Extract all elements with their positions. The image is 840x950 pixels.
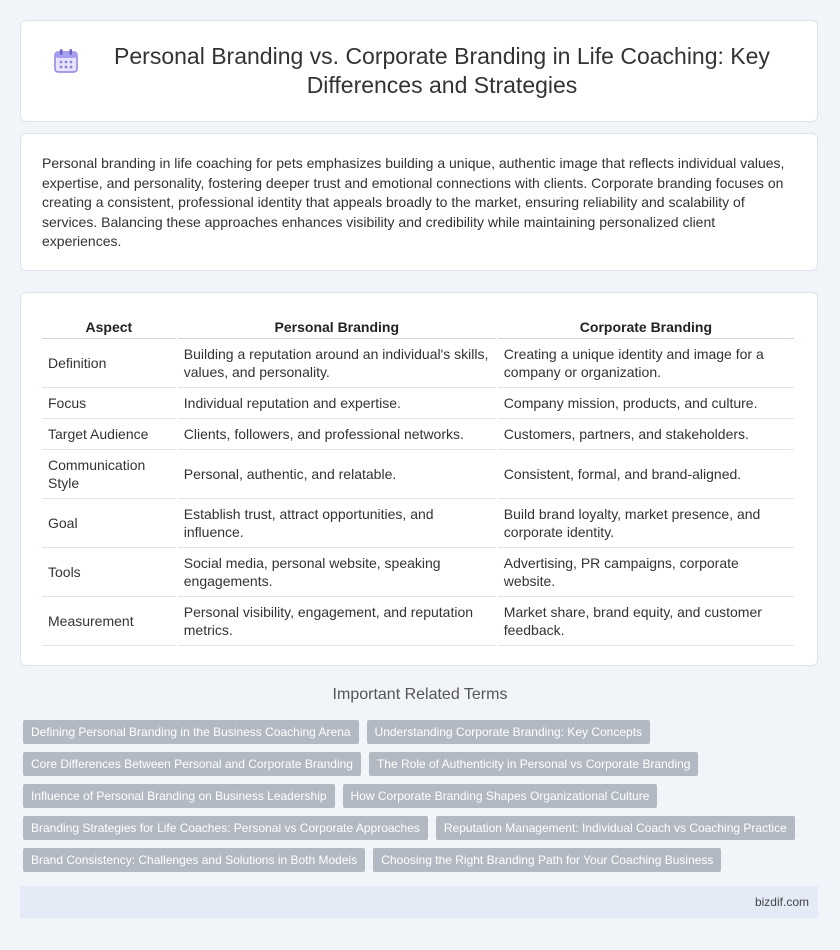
tag-row xyxy=(23,848,813,872)
related-term-tag[interactable]: The Role of Authenticity in Personal vs Corporate Branding xyxy=(369,752,699,776)
related-term-tag[interactable]: Brand Consistency: Challenges and Solutions in Both Models xyxy=(23,848,365,872)
related-terms-heading: Important Related Terms xyxy=(332,686,508,703)
table-row xyxy=(42,597,794,646)
related-term-tag[interactable]: Reputation Management: Individual Coach vs Coaching Practice xyxy=(436,816,795,840)
header-aspect: Aspect xyxy=(42,315,176,339)
tag-row xyxy=(23,816,813,840)
header-corporate-branding: Corporate Branding xyxy=(498,315,794,339)
table-row xyxy=(42,419,794,450)
table-row xyxy=(42,548,794,597)
footer xyxy=(20,886,818,918)
calendar-icon xyxy=(51,46,81,76)
cell-personal: Social media, personal website, speaking engagements. xyxy=(178,548,496,597)
table-row xyxy=(42,499,794,548)
cell-corporate: Market share, brand equity, and customer feedback. xyxy=(498,597,794,646)
intro-card xyxy=(20,133,818,271)
header-personal-branding: Personal Branding xyxy=(178,315,496,339)
cell-personal: Personal visibility, engagement, and reputation metrics. xyxy=(178,597,496,646)
title-block xyxy=(51,42,787,100)
cell-aspect: Measurement xyxy=(42,597,176,646)
cell-personal: Clients, followers, and professional networks. xyxy=(178,419,496,450)
comparison-card xyxy=(20,292,818,666)
cell-corporate: Build brand loyalty, market presence, and corporate identity. xyxy=(498,499,794,548)
cell-corporate: Consistent, formal, and brand-aligned. xyxy=(498,450,794,499)
cell-personal: Personal, authentic, and relatable. xyxy=(178,450,496,499)
comparison-table xyxy=(40,315,796,646)
tag-row xyxy=(23,784,813,808)
cell-aspect: Focus xyxy=(42,388,176,419)
tag-row xyxy=(23,720,813,744)
table-row xyxy=(42,450,794,499)
related-term-tag[interactable]: Influence of Personal Branding on Business Leadership xyxy=(23,784,335,808)
table-row xyxy=(42,339,794,388)
intro-paragraph: Personal branding in life coaching for pets emphasizes building a unique, authentic image that reflects individual values, expertise, and personality, fostering deeper trust and emotional connections with clients. Corporate branding focuses on creating a consistent, professional identity that appeals broadly to the market, ensuring reliability and scalability of services. Balancing these approaches enhances visibility and credibility while maintaining personalized client experiences. xyxy=(42,155,785,249)
related-term-tag[interactable]: Choosing the Right Branding Path for Your Coaching Business xyxy=(373,848,721,872)
related-term-tag[interactable]: Understanding Corporate Branding: Key Concepts xyxy=(367,720,651,744)
footer-site-name[interactable]: bizdif.com xyxy=(754,895,809,909)
tag-row xyxy=(23,752,813,776)
cell-corporate: Company mission, products, and culture. xyxy=(498,388,794,419)
table-header-row xyxy=(42,315,794,339)
cell-aspect: Goal xyxy=(42,499,176,548)
page-title: Personal Branding vs. Corporate Branding in Life Coaching: Key Differences and Strategies xyxy=(114,43,770,98)
related-terms-list xyxy=(23,720,813,880)
cell-aspect: Target Audience xyxy=(42,419,176,450)
cell-aspect: Definition xyxy=(42,339,176,388)
cell-personal: Establish trust, attract opportunities, and influence. xyxy=(178,499,496,548)
cell-corporate: Customers, partners, and stakeholders. xyxy=(498,419,794,450)
related-term-tag[interactable]: How Corporate Branding Shapes Organizational Culture xyxy=(343,784,658,808)
cell-corporate: Creating a unique identity and image for a company or organization. xyxy=(498,339,794,388)
cell-personal: Individual reputation and expertise. xyxy=(178,388,496,419)
title-card xyxy=(20,20,818,122)
related-term-tag[interactable]: Defining Personal Branding in the Business Coaching Arena xyxy=(23,720,359,744)
table-row xyxy=(42,388,794,419)
cell-aspect: Tools xyxy=(42,548,176,597)
cell-corporate: Advertising, PR campaigns, corporate website. xyxy=(498,548,794,597)
related-term-tag[interactable]: Branding Strategies for Life Coaches: Personal vs Corporate Approaches xyxy=(23,816,428,840)
cell-personal: Building a reputation around an individual's skills, values, and personality. xyxy=(178,339,496,388)
cell-aspect: Communication Style xyxy=(42,450,176,499)
related-term-tag[interactable]: Core Differences Between Personal and Corporate Branding xyxy=(23,752,361,776)
